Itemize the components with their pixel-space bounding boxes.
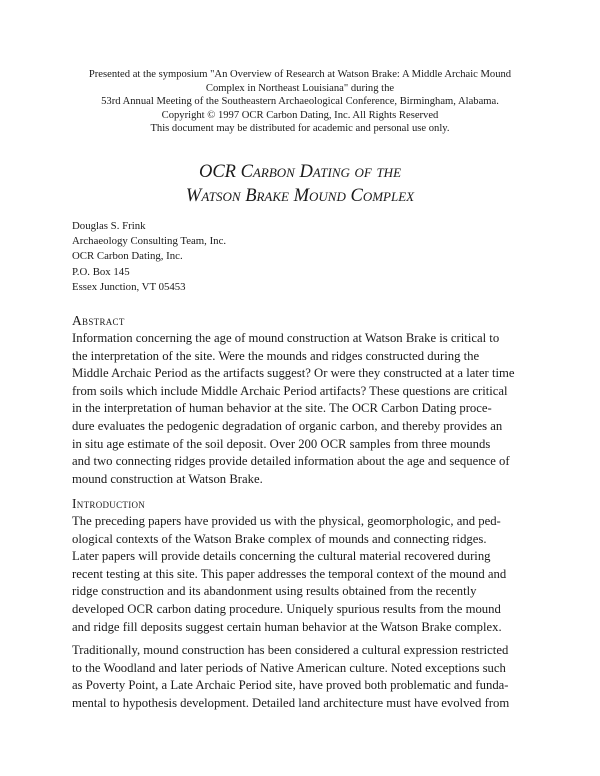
text-line: and two connecting ridges provide detailed information about the age and sequence of <box>72 454 510 469</box>
title-line: Watson Brake Mound Complex <box>185 186 415 206</box>
author-address: P.O. Box 145 <box>72 265 130 278</box>
text-line: and ridge fill deposits suggest certain human behavior at the Watson Brake complex. <box>72 619 502 634</box>
title-line: OCR Carbon Dating of the <box>198 162 402 182</box>
text-line: ridge construction and its abandonment using results obtained from the recently <box>72 584 477 599</box>
introduction-paragraph-2 <box>72 642 530 712</box>
header-line: Complex in Northeast Louisiana" during the <box>205 82 395 94</box>
text-line: in the interpretation of human behavior at the site. The OCR Carbon Dating proce- <box>72 401 492 416</box>
text-line: Middle Archaic Period as the artifacts suggest? Or were they constructed at a later time <box>72 366 515 381</box>
author-affiliation: Archaeology Consulting Team, Inc. <box>72 235 227 248</box>
header-line: Presented at the symposium "An Overview of Research at Watson Brake: A Middle Archaic Mound <box>88 69 512 80</box>
text-line: ological contexts of the Watson Brake complex of mounds and connecting ridges. <box>72 531 487 546</box>
paper-title <box>60 160 540 208</box>
text-line: The preceding papers have provided us with the physical, geomorphologic, and ped- <box>72 514 501 528</box>
text-line: to the Woodland and later periods of Native American culture. Noted exceptions such <box>72 660 506 675</box>
author-affiliation: OCR Carbon Dating, Inc. <box>72 250 183 263</box>
header-line: Copyright © 1997 OCR Carbon Dating, Inc. All Rights Reserved <box>161 109 439 121</box>
text-line: mound construction at Watson Brake. <box>72 471 263 486</box>
author-address: Essex Junction, VT 05453 <box>72 280 186 293</box>
text-line: mental to hypothesis development. Detailed land architecture must have evolved from <box>72 695 510 710</box>
text-line: Traditionally, mound construction has been considered a cultural expression restricted <box>72 643 509 657</box>
abstract-heading: Abstract <box>72 313 125 328</box>
introduction-heading: Introduction <box>72 496 146 511</box>
text-line: recent testing at this site. This paper addresses the temporal context of the mound and <box>72 566 507 581</box>
text-line: Information concerning the age of mound construction at Watson Brake is critical to <box>72 331 500 345</box>
text-line: dure evaluates the pedogenic degradation of organic carbon, and thereby provides an <box>72 418 503 433</box>
header-line: This document may be distributed for academic and personal use only. <box>150 123 450 135</box>
introduction-paragraph-1 <box>72 513 530 636</box>
text-line: in situ age estimate of the soil deposit. Over 200 OCR samples from three mounds <box>72 436 491 451</box>
text-line: from soils which include Middle Archaic Period artifacts? These questions are critical <box>72 383 508 398</box>
text-line: Later papers will provide details concerning the cultural material recovered during <box>72 549 491 564</box>
abstract-text <box>72 330 530 488</box>
text-line: the interpretation of the site. Were the mounds and ridges constructed during the <box>72 348 480 363</box>
author-name: Douglas S. Frink <box>72 220 146 232</box>
header-line: 53rd Annual Meeting of the Southeastern Archaeological Conference, Birmingham, Alabama. <box>101 96 499 108</box>
text-line: developed OCR carbon dating procedure. Uniquely spurious results from the mound <box>72 601 501 616</box>
author-block <box>72 219 226 295</box>
presentation-header <box>60 68 540 136</box>
text-line: as Poverty Point, a Late Archaic Period site, have proved both problematic and funda- <box>72 678 509 693</box>
